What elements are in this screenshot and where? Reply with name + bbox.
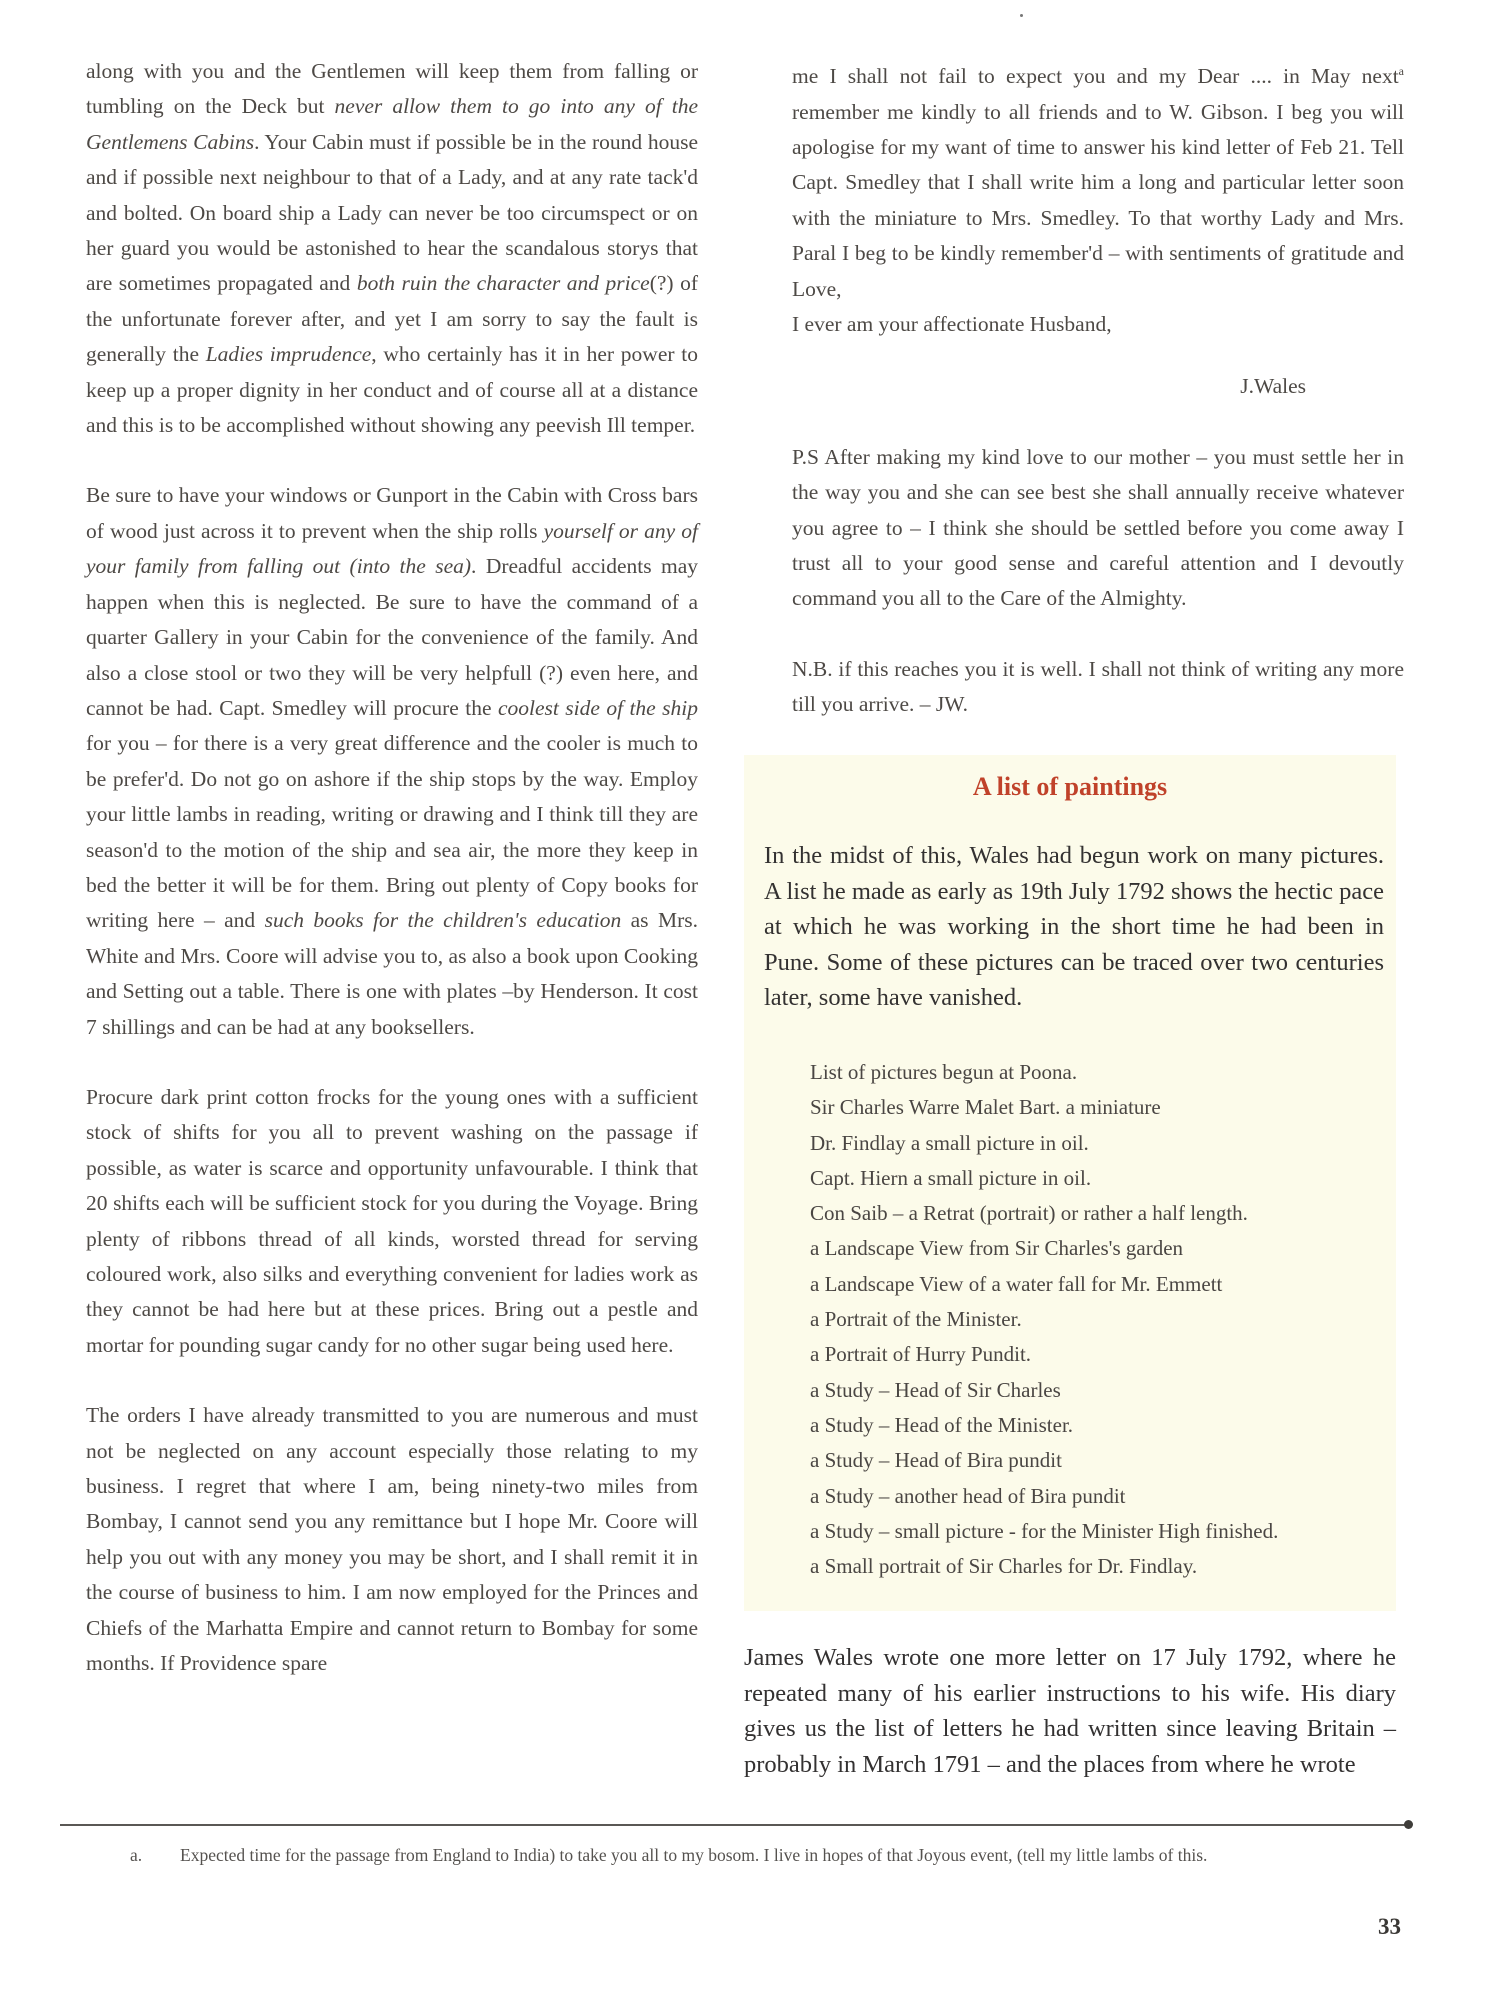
painting-item: a Landscape View from Sir Charles's garden: [810, 1236, 1184, 1261]
letter-text: Procure dark print cotton frocks for the young ones with a sufficient stock of shifts for you all to prevent washing on the passage if possible, as water is scarce and opportunity unfavourable. I think that 20 shifts each will be sufficient stock for you during the Voyage. Bring plenty of ribbons thread of all kinds, worsted thread for serving coloured work, also silks and everything convenient for ladies work as they cannot be had here but at these prices. Bring out a pestle and mortar for pounding sugar candy for no other sugar being used here.: [86, 1084, 698, 1357]
letter-paragraph: [86, 1398, 698, 1681]
signature: J.Wales: [1240, 374, 1306, 399]
painting-item: Dr. Findlay a small picture in oil.: [810, 1130, 1089, 1155]
painting-item: a Study – Head of Bira pundit: [810, 1448, 1062, 1473]
letter-text: . Your Cabin must if possible be in the round house and if possible next neighbour to that of a Lady, and at any rate tack'd and bolted. On board ship a Lady can never be too circumspect or on her guard you would be astonished to hear the scandalous storys that are sometimes propagated and: [86, 129, 698, 296]
painting-item: a Study – small picture - for the Minister High finished.: [810, 1518, 1279, 1543]
footnote-reference: a: [1398, 64, 1404, 78]
painting-item: a Study – another head of Bira pundit: [810, 1483, 1126, 1508]
letter-paragraph: [86, 1080, 698, 1363]
letter-text: for you – for there is a very great difference and the cooler is much to be prefer'd. Do not go on ashore if the ship stops by the way. Employ your little lambs in reading, writing or drawing and I think till they are season'd to the motion of the ship and sea air, the more they keep in bed the better it will be for them. Bring out plenty of Copy books for writing here – and: [86, 731, 698, 933]
sidebar-title: A list of paintings: [972, 772, 1168, 801]
emphasized-text: yourself or any of your family from falling out (into the sea): [86, 518, 698, 579]
letter-text-part: remember me kindly to all friends and to W. Gibson. I beg you will apologise for my want of time to answer his kind letter of Feb 21. Tell Capt. Smedley that I shall write him a long and particular letter soon with the miniature to Mrs. Smedley. To that worthy Lady and Mrs. Paral I beg to be kindly remember'd – with sentiments of gratitude and Love,: [792, 99, 1404, 301]
sidebar-intro: In the midst of this, Wales had begun work on many pictures. A list he made as early as 19th July 1792 shows the hectic pace at which he was working in the short time he had been in Pune. Some of these pictures can be traced over two centuries later, some have vanished.: [764, 842, 1384, 1011]
painting-item: a Small portrait of Sir Charles for Dr. Findlay.: [810, 1554, 1198, 1579]
nota-bene: N.B. if this reaches you it is well. I shall not think of writing any more till you arrive. – JW.: [792, 656, 1404, 717]
emphasized-text: Ladies imprudence: [205, 342, 372, 367]
letter-text-part: me I shall not fail to expect you and my Dear .... in May next: [792, 64, 1399, 89]
paintings-sidebar: [744, 755, 1396, 1611]
letter-sign-off: I ever am your affectionate Husband,: [792, 312, 1112, 336]
letter-text: The orders I have already transmitted to you are numerous and must not be neglected on any account especially those relating to my business. I regret that where I am, being ninety-two miles from Bombay, I cannot send you any remittance but I hope Mr. Coore will help you out with any money you may be short, and I shall remit it in the course of business to him. I am now employed for the Princes and Chiefs of the Marhatta Empire and cannot return to Bombay for some months. If Providence spare: [86, 1403, 698, 1676]
emphasized-text: both ruin the character and price: [356, 271, 650, 296]
emphasized-text: such books for the children's education: [264, 908, 622, 933]
letter-paragraph: [86, 54, 698, 443]
footnote-divider-dot: [1404, 1820, 1413, 1829]
paintings-list: [810, 1055, 1390, 1584]
painting-item: a Study – Head of Sir Charles: [810, 1377, 1061, 1402]
letter-text: along with you and the Gentlemen will keep them from falling or tumbling on the Deck but: [86, 59, 698, 119]
letter-text: , who certainly has it in her power to keep up a proper dignity in her conduct and of course all at a distance and this is to be accomplished without showing any peevish Ill temper.: [86, 342, 698, 438]
emphasized-text: coolest side of the ship: [497, 695, 698, 720]
postscript: P.S After making my kind love to our mother – you must settle her in the way you and she can see best she shall annually receive whatever you agree to – I think she should be settled before you come away I trust all to your good sense and careful attention and I devoutly command you all to the Care of the Almighty.: [792, 444, 1404, 611]
letter-closing-paragraph: [792, 54, 1404, 307]
painting-item: Con Saib – a Retrat (portrait) or rather a half length.: [810, 1201, 1248, 1226]
continuation-paragraph: James Wales wrote one more letter on 17 July 1792, where he repeated many of his earlier instructions to his wife. His diary gives us the list of letters he had written since leaving Britain – probably in March 1791 – and the places from where he wrote: [744, 1644, 1396, 1778]
footnote-divider: [60, 1824, 1409, 1826]
letter-text: . Dreadful accidents may happen when this is neglected. Be sure to have the command of a quarter Gallery in your Cabin for the convenience of the family. And also a close stool or two they will be very helpfull (?) even here, and cannot be had. Capt. Smedley will procure the: [86, 554, 699, 720]
painting-item: List of pictures begun at Poona.: [810, 1060, 1078, 1084]
painting-item: a Portrait of the Minister.: [810, 1307, 1022, 1332]
letter-paragraph: [86, 478, 698, 1045]
letter-text: (?) of the unfortunate forever after, and yet I am sorry to say the fault is generally the: [86, 271, 699, 367]
page-number: 33: [1378, 1914, 1401, 1939]
emphasized-text: never allow them to go into any of the Gentlemens Cabins: [86, 94, 699, 154]
footnote-text: Expected time for the passage from England to India) to take you all to my bosom. I live in hopes of that Joyous event, (tell my little lambs of this.: [180, 1845, 1208, 1865]
painting-item: a Study – Head of the Minister.: [810, 1412, 1074, 1437]
page-top-mark: [1020, 14, 1023, 17]
painting-item: a Portrait of Hurry Pundit.: [810, 1342, 1032, 1367]
letter-text: Be sure to have your windows or Gunport in the Cabin with Cross bars of wood just across it to prevent when the ship rolls: [86, 483, 698, 543]
footnote-mark: a.: [130, 1845, 143, 1865]
left-column: [86, 54, 698, 1716]
right-column: [792, 54, 1404, 723]
painting-item: Sir Charles Warre Malet Bart. a miniature: [810, 1095, 1161, 1120]
painting-item: a Landscape View of a water fall for Mr. Emmett: [810, 1271, 1223, 1296]
painting-item: Capt. Hiern a small picture in oil.: [810, 1165, 1092, 1190]
footnote: [130, 1845, 1410, 1866]
letter-text: as Mrs. White and Mrs. Coore will advise you to, as also a book upon Cooking and Setting out a table. There is one with plates –by Henderson. It cost 7 shillings and can be had at any booksellers.: [86, 908, 698, 1039]
